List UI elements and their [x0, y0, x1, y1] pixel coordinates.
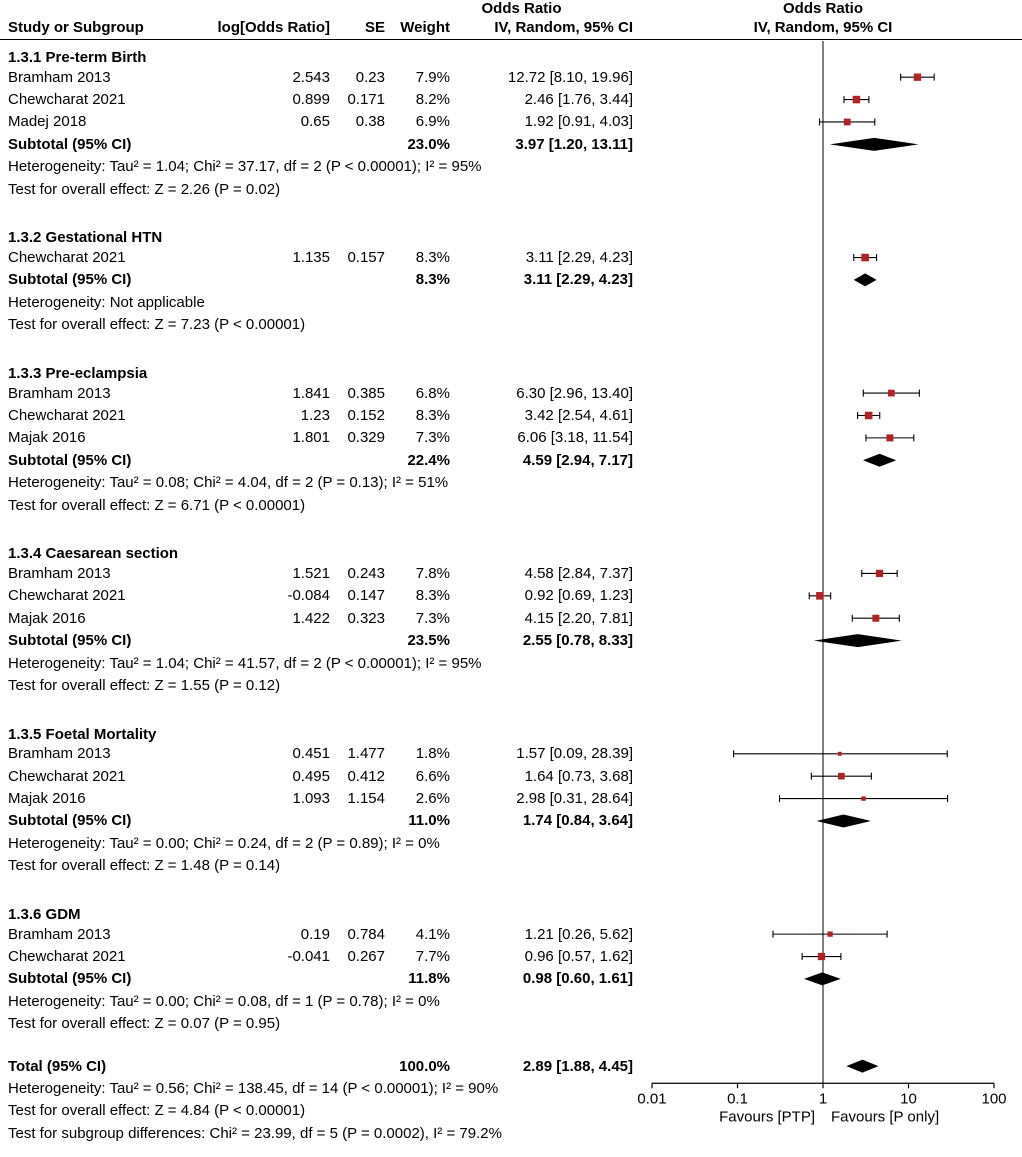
overall-effect-row [0, 1013, 1022, 1035]
study-name: Madej 2018 [8, 113, 87, 131]
subtotal-row-ci: 1.74 [0.84, 3.64] [522, 812, 633, 830]
overall-effect-row [0, 674, 1022, 696]
standard-error: 0.38 [355, 113, 385, 131]
log-odds-ratio: 1.093 [292, 790, 330, 808]
study-weight: 6.8% [415, 384, 450, 402]
overall-effect-row-text: Test for overall effect: Z = 1.48 (P = 0.14) [8, 857, 281, 875]
log-odds-ratio: 1.135 [292, 249, 330, 267]
odds-ratio-ci: 3.42 [2.54, 4.61] [524, 406, 633, 424]
study-name: Bramham 2013 [8, 564, 111, 582]
overall-effect-row-text: Test for overall effect: Z = 6.71 (P < 0.00001) [8, 496, 306, 514]
subgroup-heading [0, 897, 1022, 923]
spacer [0, 516, 1022, 536]
study-name: Chewcharat 2021 [8, 249, 126, 267]
study-weight: 8.3% [415, 406, 450, 424]
study-row [0, 765, 1022, 787]
subgroup-name: 1.3.2 Gestational HTN [8, 229, 163, 247]
svg-text:1: 1 [818, 1090, 828, 1108]
spacer [0, 336, 1022, 356]
heterogeneity-row-text: Heterogeneity: Tau² = 0.00; Chi² = 0.24, df = 2 (P = 0.89); I² = 0% [8, 834, 440, 852]
odds-ratio-ci: 4.15 [2.20, 7.81] [524, 609, 633, 627]
subgroup-heading [0, 536, 1022, 562]
overall-effect-row-text: Test for overall effect: Z = 2.26 (P = 0.02) [8, 180, 281, 198]
odds-ratio-ci: 6.06 [3.18, 11.54] [517, 429, 633, 447]
study-weight: 7.8% [415, 564, 450, 582]
log-odds-ratio: 1.521 [292, 564, 330, 582]
standard-error: 0.171 [347, 91, 385, 109]
standard-error: 1.154 [347, 790, 385, 808]
standard-error: 0.323 [347, 609, 385, 627]
subtotal-row-label: Subtotal (95% CI) [8, 632, 132, 650]
plot-method-header: IV, Random, 95% CI [753, 19, 893, 36]
subgroup-name: 1.3.3 Pre-eclampsia [8, 364, 148, 382]
heterogeneity-row-text: Heterogeneity: Not applicable [8, 293, 205, 311]
study-row [0, 88, 1022, 110]
study-row [0, 585, 1022, 607]
svg-text:Favours [PTP]: Favours [PTP] [719, 1108, 815, 1126]
study-row [0, 111, 1022, 133]
subgroup-heading [0, 356, 1022, 382]
overall-effect-row-text: Test for overall effect: Z = 0.07 (P = 0.95) [8, 1015, 281, 1033]
study-name: Bramham 2013 [8, 925, 111, 943]
col-header-study: Study or Subgroup [8, 19, 144, 36]
subtotal-row-label: Subtotal (95% CI) [8, 271, 132, 289]
standard-error: 0.243 [347, 564, 385, 582]
study-weight: 2.6% [415, 790, 450, 808]
subgroup-name: 1.3.6 GDM [8, 905, 81, 923]
study-weight: 7.3% [415, 609, 450, 627]
standard-error: 0.157 [347, 249, 385, 267]
subtotal-row-label: Subtotal (95% CI) [8, 451, 132, 469]
subgroup-differences-row [0, 1122, 1022, 1144]
study-name: Chewcharat 2021 [8, 91, 126, 109]
study-name: Chewcharat 2021 [8, 587, 126, 605]
log-odds-ratio: 1.23 [300, 406, 330, 424]
study-name: Bramham 2013 [8, 384, 111, 402]
col-header-weight: Weight [400, 19, 450, 36]
standard-error: 0.23 [355, 68, 385, 86]
svg-text:0.1: 0.1 [727, 1090, 748, 1108]
total-row [0, 1055, 1022, 1077]
heterogeneity-row [0, 832, 1022, 854]
total-overall-effect-row [0, 1100, 1022, 1122]
subtotal-row-label: Subtotal (95% CI) [8, 970, 132, 988]
odds-ratio-ci: 1.64 [0.73, 3.68] [524, 767, 633, 785]
log-odds-ratio: 0.65 [300, 113, 330, 131]
subtotal-row-ci: 0.98 [0.60, 1.61] [522, 970, 633, 988]
standard-error: 0.267 [347, 948, 385, 966]
log-odds-ratio: 0.495 [292, 767, 330, 785]
study-name: Bramham 2013 [8, 745, 111, 763]
study-name: Chewcharat 2021 [8, 406, 126, 424]
odds-ratio-ci: 12.72 [8.10, 19.96] [507, 68, 633, 86]
standard-error: 0.385 [347, 384, 385, 402]
heterogeneity-row [0, 291, 1022, 313]
study-weight: 7.7% [415, 948, 450, 966]
odds-ratio-ci: 6.30 [2.96, 13.40] [516, 384, 633, 402]
overall-effect-row [0, 178, 1022, 200]
subgroup-name: 1.3.1 Pre-term Birth [8, 49, 147, 66]
study-weight: 6.6% [415, 767, 450, 785]
odds-ratio-ci: 3.11 [2.29, 4.23] [525, 249, 633, 267]
standard-error: 0.784 [347, 925, 385, 943]
study-row [0, 945, 1022, 967]
heterogeneity-row-text: Heterogeneity: Tau² = 1.04; Chi² = 37.17, df = 2 (P < 0.00001); I² = 95% [8, 158, 482, 176]
standard-error: 0.147 [347, 587, 385, 605]
overall-effect-row-text: Test for overall effect: Z = 7.23 (P < 0.00001) [8, 316, 306, 334]
log-odds-ratio: 1.841 [292, 384, 330, 402]
spacer [0, 877, 1022, 897]
study-weight: 8.3% [415, 587, 450, 605]
plot-effect-header: Odds Ratio [782, 0, 863, 17]
study-row [0, 382, 1022, 404]
col-header-ci: IV, Random, 95% CI [494, 19, 633, 36]
overall-effect-row [0, 314, 1022, 336]
col-header-logor: log[Odds Ratio] [217, 19, 330, 36]
study-row [0, 66, 1022, 88]
overall-effect-row [0, 855, 1022, 877]
study-weight: 8.2% [415, 91, 450, 109]
svg-text:0.01: 0.01 [637, 1090, 667, 1108]
study-weight: 6.9% [415, 113, 450, 131]
subtotal-row-weight: 23.0% [407, 135, 450, 153]
study-row [0, 923, 1022, 945]
study-name: Majak 2016 [8, 790, 86, 808]
study-name: Majak 2016 [8, 609, 86, 627]
subgroup-heading [0, 40, 1022, 66]
subtotal-row-ci: 2.55 [0.78, 8.33] [522, 632, 633, 650]
heterogeneity-row-text: Heterogeneity: Tau² = 0.08; Chi² = 4.04, df = 2 (P = 0.13); I² = 51% [8, 474, 449, 492]
table-body [0, 40, 1022, 1144]
heterogeneity-row [0, 652, 1022, 674]
standard-error: 0.329 [347, 429, 385, 447]
study-row [0, 427, 1022, 449]
study-weight: 7.9% [415, 68, 450, 86]
subgroup-name: 1.3.5 Foetal Mortality [8, 725, 157, 743]
total-heterogeneity-row-text: Heterogeneity: Tau² = 0.56; Chi² = 138.45, df = 14 (P < 0.00001); I² = 90% [8, 1079, 499, 1097]
odds-ratio-ci: 1.92 [0.91, 4.03] [524, 113, 633, 131]
subtotal-row-ci: 4.59 [2.94, 7.17] [522, 451, 633, 469]
log-odds-ratio: 2.543 [292, 68, 330, 86]
log-odds-ratio: -0.041 [287, 948, 330, 966]
svg-text:Favours [P only]: Favours [P only] [831, 1108, 940, 1126]
study-weight: 7.3% [415, 429, 450, 447]
spacer [0, 1035, 1022, 1055]
spacer [0, 697, 1022, 717]
subtotal-row-label: Subtotal (95% CI) [8, 812, 132, 830]
subtotal-row [0, 810, 1022, 832]
subgroup-heading [0, 220, 1022, 246]
heterogeneity-row-text: Heterogeneity: Tau² = 1.04; Chi² = 41.57, df = 2 (P < 0.00001); I² = 95% [8, 654, 482, 672]
odds-ratio-ci: 1.21 [0.26, 5.62] [524, 925, 633, 943]
overall-effect-row-text: Test for overall effect: Z = 1.55 (P = 0.12) [8, 676, 281, 694]
subtotal-row [0, 449, 1022, 471]
total-row-ci: 2.89 [1.88, 4.45] [522, 1057, 633, 1075]
log-odds-ratio: 0.451 [292, 745, 330, 763]
subtotal-row-weight: 11.0% [408, 812, 450, 830]
column-headers [0, 19, 633, 36]
total-row-label: Total (95% CI) [8, 1057, 107, 1075]
odds-ratio-ci: 1.57 [0.09, 28.39] [516, 745, 633, 763]
study-row [0, 787, 1022, 809]
total-overall-effect-row-text: Test for overall effect: Z = 4.84 (P < 0.00001) [8, 1102, 306, 1120]
odds-ratio-ci: 4.58 [2.84, 7.37] [524, 564, 633, 582]
heterogeneity-row [0, 471, 1022, 493]
col-header-se: SE [364, 19, 385, 36]
left-effect-header: Odds Ratio [481, 0, 562, 17]
subtotal-row-weight: 22.4% [407, 451, 450, 469]
study-row [0, 246, 1022, 268]
svg-text:100: 100 [981, 1090, 1007, 1108]
subtotal-row-weight: 23.5% [407, 632, 450, 650]
odds-ratio-ci: 0.92 [0.69, 1.23] [524, 587, 633, 605]
subtotal-row-ci: 3.97 [1.20, 13.11] [515, 135, 633, 153]
log-odds-ratio: 0.19 [300, 925, 330, 943]
log-odds-ratio: 1.422 [292, 609, 330, 627]
study-row [0, 743, 1022, 765]
study-weight: 8.3% [415, 249, 450, 267]
header [0, 0, 1022, 40]
study-name: Majak 2016 [8, 429, 86, 447]
study-row [0, 562, 1022, 584]
subtotal-row [0, 269, 1022, 291]
log-odds-ratio: 0.899 [292, 91, 330, 109]
standard-error: 0.152 [347, 406, 385, 424]
odds-ratio-ci: 0.96 [0.57, 1.62] [524, 948, 633, 966]
heterogeneity-row [0, 990, 1022, 1012]
subgroup-name: 1.3.4 Caesarean section [8, 545, 179, 563]
study-row [0, 404, 1022, 426]
study-weight: 1.8% [415, 745, 450, 763]
total-row-weight: 100.0% [399, 1057, 450, 1075]
study-row [0, 607, 1022, 629]
study-name: Bramham 2013 [8, 68, 111, 86]
heterogeneity-row [0, 156, 1022, 178]
odds-ratio-ci: 2.46 [1.76, 3.44] [524, 91, 633, 109]
study-name: Chewcharat 2021 [8, 767, 126, 785]
subgroup-heading [0, 717, 1022, 743]
svg-text:10: 10 [900, 1090, 917, 1108]
standard-error: 1.477 [347, 745, 385, 763]
log-odds-ratio: 1.801 [292, 429, 330, 447]
subtotal-row-ci: 3.11 [2.29, 4.23] [523, 271, 633, 289]
subtotal-row [0, 968, 1022, 990]
subtotal-row [0, 629, 1022, 651]
subtotal-row-weight: 11.8% [408, 970, 450, 988]
subtotal-row-label: Subtotal (95% CI) [8, 135, 132, 153]
heterogeneity-row-text: Heterogeneity: Tau² = 0.00; Chi² = 0.08, df = 1 (P = 0.78); I² = 0% [8, 992, 440, 1010]
study-weight: 4.1% [415, 925, 450, 943]
subtotal-row [0, 133, 1022, 155]
subgroup-differences-row-text: Test for subgroup differences: Chi² = 23.99, df = 5 (P = 0.0002), I² = 79.2% [8, 1124, 502, 1142]
odds-ratio-ci: 2.98 [0.31, 28.64] [516, 790, 633, 808]
subtotal-row-weight: 8.3% [415, 271, 450, 289]
study-name: Chewcharat 2021 [8, 948, 126, 966]
total-heterogeneity-row [0, 1077, 1022, 1099]
log-odds-ratio: -0.084 [287, 587, 330, 605]
standard-error: 0.412 [347, 767, 385, 785]
overall-effect-row [0, 494, 1022, 516]
spacer [0, 200, 1022, 220]
